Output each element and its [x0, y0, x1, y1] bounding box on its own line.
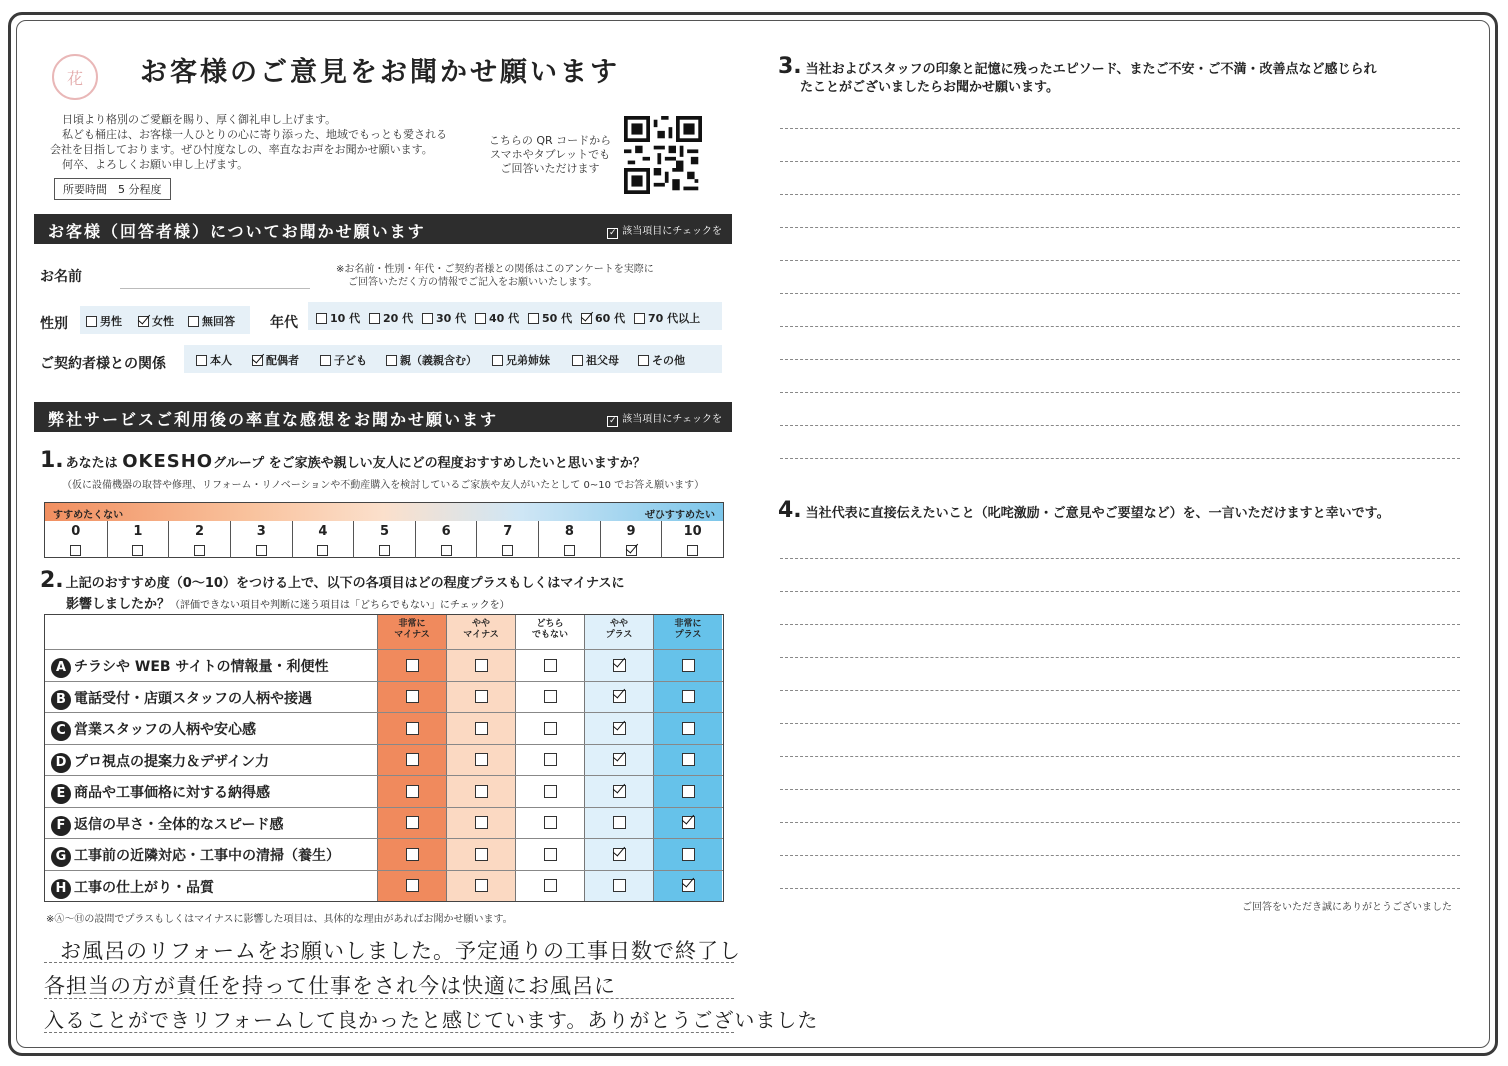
company-seal — [52, 54, 98, 100]
rating-row-text: 工事の仕上がり・品質 — [74, 879, 214, 896]
rating-row-text: チラシや WEB サイトの情報量・利便性 — [74, 659, 329, 675]
row-letter-icon: C — [51, 721, 71, 741]
scale-number: 3 — [256, 524, 266, 539]
checkbox[interactable] — [544, 785, 557, 798]
checkbox[interactable] — [475, 313, 486, 324]
gender-label: 性別 — [40, 316, 68, 332]
row-letter-icon: B — [51, 690, 71, 710]
scale-cell[interactable] — [538, 521, 600, 558]
checkbox[interactable] — [682, 753, 695, 766]
privacy-note — [336, 263, 654, 289]
rating-table — [44, 614, 724, 902]
privacy-note-line: ※お名前・性別・年代・ご契約者様との関係はこのアンケートを実際に — [336, 264, 654, 275]
answer-line[interactable] — [780, 425, 1460, 426]
scale-number: 7 — [503, 524, 513, 539]
checkbox-checked[interactable] — [626, 545, 637, 556]
age-option-label: 10 代 — [330, 312, 361, 325]
greeting-line: 会社を目指しております。ぜひ忖度なしの、率直なお声をお聞かせ願います。 — [50, 143, 433, 156]
rating-row-text: 営業スタッフの人柄や安心感 — [74, 722, 256, 738]
checkbox[interactable] — [475, 690, 488, 703]
name-field[interactable] — [120, 288, 310, 289]
scale-cell[interactable] — [476, 521, 538, 558]
checkbox-checked[interactable] — [613, 690, 626, 703]
greeting-line: 私ども桶庄は、お客様一人ひとりの心に寄り添った、地域でもっとも愛される — [62, 128, 447, 141]
checkbox[interactable] — [544, 722, 557, 735]
checkbox[interactable] — [544, 659, 557, 672]
checkbox[interactable] — [406, 785, 419, 798]
age-option-label: 50 代 — [542, 312, 573, 325]
checkbox[interactable] — [196, 355, 207, 366]
rating-row-text: 商品や工事価格に対する納得感 — [74, 785, 270, 801]
checkbox[interactable] — [544, 690, 557, 703]
checkbox[interactable] — [132, 545, 143, 556]
rating-row-label — [51, 845, 340, 867]
checkbox[interactable] — [475, 722, 488, 735]
checkbox[interactable] — [544, 753, 557, 766]
handwritten-answer-line: 入ることができリフォームして良かったと感じています。ありがとうございました — [44, 1008, 819, 1032]
section-title: 弊社サービスご利用後の率直な感想をお聞かせ願います — [48, 410, 499, 429]
checkbox[interactable] — [502, 545, 513, 556]
gender-option[interactable] — [188, 313, 235, 329]
question-text: 上記のおすすめ度（0〜10）をつける上で、以下の各項目はどの程度プラスもしくはマイナスに — [65, 576, 625, 591]
scale-number: 0 — [71, 524, 81, 539]
relation-option-label: 兄弟姉妹 — [506, 354, 550, 367]
rating-column-header-line: プラス — [674, 630, 702, 640]
handwritten-answer-line: 各担当の方が責任を持って仕事をされ今は快適にお風呂に — [44, 974, 616, 998]
relation-option[interactable] — [572, 352, 619, 368]
seal-text: 花 — [66, 69, 83, 88]
checkbox-checked[interactable] — [581, 313, 592, 324]
question-subtext: （評価できない項目や判断に迷う項目は「どちらでもない」にチェックを） — [170, 600, 510, 611]
answer-line[interactable] — [780, 392, 1460, 393]
handwritten-answer-line: お風呂のリフォームをお願いしました。予定通りの工事日数で終了し — [60, 939, 741, 963]
scale-cell[interactable] — [230, 521, 292, 558]
relation-option[interactable] — [196, 352, 232, 368]
checkbox-checked[interactable] — [682, 879, 695, 892]
gender-option-label: 無回答 — [202, 315, 235, 328]
answer-line[interactable] — [780, 657, 1460, 658]
answer-line[interactable] — [780, 458, 1460, 459]
time-required-badge: 所要時間 5 分程度 — [54, 178, 171, 200]
recommend-scale — [44, 502, 724, 558]
gender-option-label: 女性 — [152, 315, 174, 328]
rating-row — [45, 744, 723, 776]
scale-number: 5 — [379, 524, 389, 539]
question-text: 当社およびスタッフの印象と記憶に残ったエピソード、またご不安・ご不満・改善点など感じられ — [805, 62, 1377, 77]
section-header-feedback — [34, 402, 732, 432]
rating-column-header-line: マイナス — [463, 630, 499, 640]
checkbox[interactable] — [475, 879, 488, 892]
rating-row-label — [51, 656, 328, 678]
checkbox[interactable] — [406, 753, 419, 766]
checkbox-checked[interactable] — [613, 848, 626, 861]
checkbox[interactable] — [406, 659, 419, 672]
gender-option-label: 男性 — [100, 315, 122, 328]
checkbox[interactable] — [475, 659, 488, 672]
check-instruction-text: 該当項目にチェックを — [622, 414, 722, 425]
rating-row — [45, 649, 723, 681]
question-text: 当社代表に直接伝えたいこと（叱咤激励・ご意見やご要望など）を、一言いただけますと幸いです。 — [805, 506, 1390, 521]
row-letter-icon: H — [51, 879, 71, 899]
checkbox[interactable] — [406, 848, 419, 861]
rating-row — [45, 838, 723, 870]
scale-number: 9 — [626, 524, 636, 539]
rating-column-header-line: 非常に — [398, 619, 426, 629]
scale-cell[interactable] — [600, 521, 662, 558]
checkbox[interactable] — [475, 848, 488, 861]
age-option-label: 60 代 — [595, 312, 626, 325]
checkbox[interactable] — [256, 545, 267, 556]
checkbox[interactable] — [682, 690, 695, 703]
relation-option[interactable] — [386, 352, 477, 368]
row-letter-icon: D — [51, 753, 71, 773]
checkbox-checked[interactable] — [682, 816, 695, 829]
relation-option[interactable] — [320, 352, 367, 368]
answer-line[interactable] — [780, 756, 1460, 757]
checkbox[interactable] — [492, 355, 503, 366]
scale-number: 10 — [683, 524, 702, 539]
answer-line[interactable] — [780, 690, 1460, 691]
rating-column-header-line: プラス — [605, 630, 633, 640]
relation-option-label: 配偶者 — [266, 354, 299, 367]
relation-option-label: 祖父母 — [586, 354, 619, 367]
checkbox[interactable] — [422, 313, 433, 324]
greeting-text — [50, 112, 480, 172]
rating-row-text: 電話受付・店頭スタッフの人柄や接遇 — [74, 690, 312, 707]
answer-line[interactable] — [780, 855, 1460, 856]
checkbox[interactable] — [528, 313, 539, 324]
name-label: お名前 — [40, 269, 82, 285]
rating-column-header — [585, 619, 653, 641]
age-option-label: 70 代以上 — [648, 312, 701, 325]
qr-caption-line: スマホやタブレットでも — [489, 148, 611, 161]
checkbox[interactable] — [406, 879, 419, 892]
answer-line[interactable] — [780, 624, 1460, 625]
answer-line[interactable] — [780, 161, 1460, 162]
age-option[interactable] — [422, 310, 466, 326]
checkbox[interactable] — [406, 690, 419, 703]
checkbox[interactable] — [475, 785, 488, 798]
section-header-respondent — [34, 214, 732, 244]
question-number: 3. — [778, 54, 802, 79]
rating-row — [45, 681, 723, 713]
rating-row-label — [51, 751, 269, 773]
checkbox[interactable] — [544, 848, 557, 861]
answer-line[interactable] — [780, 591, 1460, 592]
checkbox[interactable] — [613, 879, 626, 892]
answer-line[interactable] — [780, 789, 1460, 790]
checkbox[interactable] — [194, 545, 205, 556]
scale-number: 8 — [564, 524, 574, 539]
question-2-line2 — [66, 593, 510, 612]
scale-cell[interactable] — [168, 521, 230, 558]
checkbox-checked[interactable] — [138, 316, 149, 327]
rating-row-text: 工事前の近隣対応・工事中の清掃（養生） — [74, 848, 340, 864]
checkbox-icon: ✓ — [609, 228, 617, 238]
question-3 — [778, 54, 1377, 97]
rating-column-header — [654, 619, 722, 641]
scale-right-label: ぜひすすめたい — [644, 510, 715, 521]
checkbox-icon: ✓ — [609, 416, 617, 426]
gender-option[interactable] — [138, 313, 174, 329]
rating-row-label — [51, 782, 270, 804]
checkbox[interactable] — [406, 722, 419, 735]
checkbox[interactable] — [687, 545, 698, 556]
rating-column-header-line: やや — [609, 619, 628, 629]
relation-option-label: 親（義親含む） — [400, 354, 477, 367]
checkbox-checked[interactable] — [613, 722, 626, 735]
row-letter-icon: F — [51, 816, 71, 836]
checkbox[interactable] — [572, 355, 583, 366]
rating-row-label — [51, 877, 214, 899]
checkbox-checked[interactable] — [613, 659, 626, 672]
question-number: 4. — [778, 498, 802, 523]
check-instruction-text: 該当項目にチェックを — [622, 226, 722, 237]
question-number: 2. — [40, 568, 64, 593]
rating-row-text: プロ視点の提案力＆デザイン力 — [74, 753, 270, 770]
greeting-line: 何卒、よろしくお願い申し上げます。 — [62, 158, 249, 171]
rating-column-header-line: やや — [471, 619, 490, 629]
greeting-line: 日頃より格別のご愛顧を賜り、厚く御礼申し上げます。 — [62, 113, 337, 126]
rating-row-text: 返信の早さ・全体的なスピード感 — [74, 816, 284, 833]
answer-line[interactable] — [780, 723, 1460, 724]
checkbox[interactable] — [441, 545, 452, 556]
scale-gradient — [45, 503, 723, 521]
answer-line[interactable] — [780, 293, 1460, 294]
age-option[interactable] — [634, 310, 700, 326]
checkbox-checked[interactable] — [613, 785, 626, 798]
checkbox[interactable] — [682, 785, 695, 798]
page-title: お客様のご意見をお聞かせ願います — [140, 57, 620, 88]
scale-cell[interactable] — [353, 521, 415, 558]
question-number: 1. — [40, 448, 64, 473]
relation-option[interactable] — [252, 352, 299, 368]
scale-cell[interactable] — [415, 521, 477, 558]
checkbox[interactable] — [188, 316, 199, 327]
rating-column-header — [516, 619, 584, 641]
age-option[interactable] — [581, 310, 625, 326]
answer-line[interactable] — [780, 326, 1460, 327]
age-label: 年代 — [270, 315, 298, 331]
qr-caption-line: こちらの QR コードから — [488, 134, 612, 147]
age-option-label: 20 代 — [383, 312, 414, 325]
question-text: グループ をご家族や親しい友人にどの程度おすすめしたいと思いますか？ — [213, 456, 646, 471]
age-option[interactable] — [369, 310, 413, 326]
checkbox[interactable] — [406, 816, 419, 829]
question-text: 影響しましたか？ — [66, 597, 171, 612]
rating-row — [45, 870, 723, 902]
row-letter-icon: A — [51, 658, 71, 678]
rating-row — [45, 775, 723, 807]
answer-line[interactable] — [780, 194, 1460, 195]
scale-number: 4 — [318, 524, 328, 539]
checkbox[interactable] — [316, 313, 327, 324]
checkbox[interactable] — [564, 545, 575, 556]
checkbox[interactable] — [320, 355, 331, 366]
age-option[interactable] — [528, 310, 572, 326]
row-letter-icon: G — [51, 847, 71, 867]
rating-column-header — [378, 619, 446, 641]
scale-number: 1 — [133, 524, 143, 539]
relation-option[interactable] — [492, 352, 550, 368]
checkbox[interactable] — [70, 545, 81, 556]
relation-option[interactable] — [638, 352, 685, 368]
age-option-label: 30 代 — [436, 312, 467, 325]
checkbox[interactable] — [369, 313, 380, 324]
checkbox[interactable] — [682, 722, 695, 735]
relation-option-label: 本人 — [210, 354, 232, 367]
thanks-text: ご回答をいただき誠にありがとうございました — [1242, 902, 1452, 913]
check-instruction — [607, 410, 722, 427]
checkbox[interactable] — [682, 848, 695, 861]
age-option[interactable] — [475, 310, 519, 326]
rating-row-label — [51, 688, 312, 710]
relation-option-label: 子ども — [334, 354, 367, 367]
privacy-note-line: ご回答いただく方の情報でご記入をお願いいたします。 — [348, 277, 598, 288]
rating-column-header-line: 非常に — [674, 619, 702, 629]
checkbox[interactable] — [317, 545, 328, 556]
question-4 — [778, 498, 1390, 523]
rating-row-label — [51, 719, 256, 741]
checkbox[interactable] — [544, 816, 557, 829]
question-2 — [40, 568, 625, 593]
qr-caption — [480, 134, 620, 176]
rating-column-header-line: でもない — [531, 630, 568, 640]
answer-line[interactable] — [780, 128, 1460, 129]
question-text: たことがございましたらお聞かせ願います。 — [800, 80, 1059, 95]
scale-cell[interactable] — [107, 521, 169, 558]
checkbox[interactable] — [682, 659, 695, 672]
scale-cell[interactable] — [661, 521, 723, 558]
checkbox[interactable] — [475, 816, 488, 829]
rating-row — [45, 807, 723, 839]
checkbox-checked[interactable] — [613, 753, 626, 766]
rating-column-header-line: マイナス — [394, 630, 430, 640]
answer-line[interactable] — [780, 260, 1460, 261]
brand-name: OKESHO — [122, 451, 214, 472]
question-1 — [40, 448, 646, 473]
checkbox[interactable] — [379, 545, 390, 556]
age-option[interactable] — [316, 310, 360, 326]
rating-column-header — [447, 619, 515, 641]
answer-line[interactable] — [780, 558, 1460, 559]
checkbox[interactable] — [386, 355, 397, 366]
scale-cell[interactable] — [45, 521, 107, 558]
age-option-label: 40 代 — [489, 312, 520, 325]
rating-row — [45, 712, 723, 744]
checkbox[interactable] — [475, 753, 488, 766]
scale-cell[interactable] — [292, 521, 354, 558]
answer-line[interactable] — [780, 822, 1460, 823]
answer-line[interactable] — [780, 359, 1460, 360]
scale-number: 6 — [441, 524, 451, 539]
relation-label: ご契約者様との関係 — [40, 356, 166, 372]
checkbox-checked[interactable] — [252, 355, 263, 366]
answer-line[interactable] — [780, 888, 1460, 889]
checkbox[interactable] — [86, 316, 97, 327]
table-footnote: ※Ⓐ〜Ⓗの設問でプラスもしくはマイナスに影響した項目は、具体的な理由があればお聞かせ願います。 — [46, 914, 513, 925]
qr-caption-line: ご回答いただけます — [500, 162, 600, 175]
rating-row-label — [51, 814, 283, 836]
rating-column-header-line: どちら — [536, 619, 564, 629]
checkbox[interactable] — [638, 355, 649, 366]
gender-option[interactable] — [86, 313, 122, 329]
scale-left-label: すすめたくない — [53, 510, 124, 521]
section-title: お客様（回答者様）についてお聞かせ願います — [48, 222, 426, 241]
checkbox[interactable] — [544, 879, 557, 892]
checkbox[interactable] — [613, 816, 626, 829]
row-letter-icon: E — [51, 784, 71, 804]
qr-code-icon[interactable] — [624, 116, 702, 194]
answer-line[interactable] — [780, 227, 1460, 228]
question-text: あなたは — [65, 456, 118, 471]
question-1-subtext: （仮に設備機器の取替や修理、リフォーム・リノベーションや不動産購入を検討しているご家族や友人がいたとして 0~10 でお答え願います） — [62, 480, 705, 491]
check-instruction — [607, 222, 722, 239]
scale-number: 2 — [195, 524, 205, 539]
checkbox[interactable] — [634, 313, 645, 324]
relation-option-label: その他 — [652, 354, 685, 367]
